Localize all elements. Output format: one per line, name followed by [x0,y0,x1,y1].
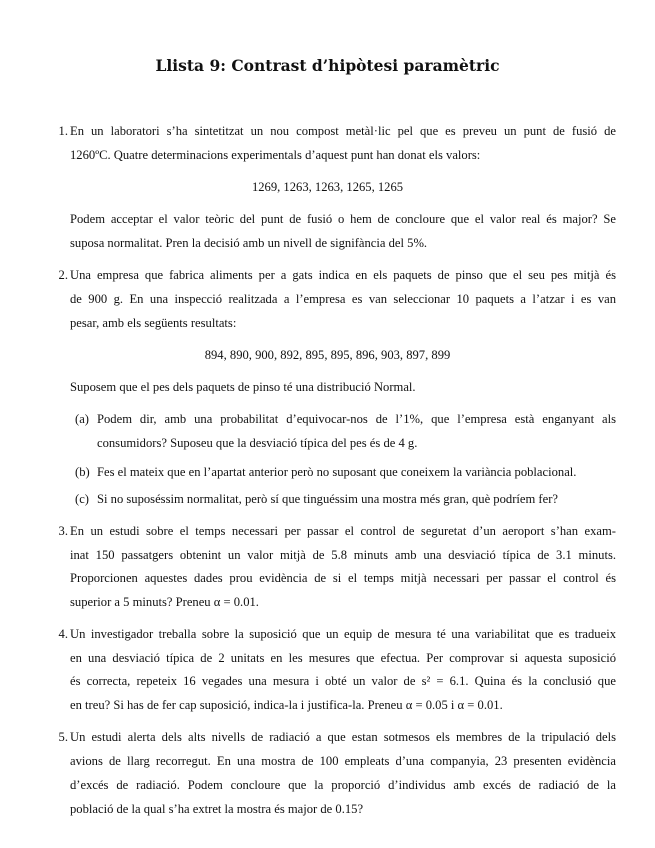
problem-2-after-line-1: Suposem que el pes dels paquets de pinso té una distribució Normal. [70,380,416,394]
problem-1-line-1: En un laboratori s’ha sintetitzat un nou compost metàl·lic pel que es preveu un punt de fusió de [70,124,616,138]
problem-2-line-1: Una empresa que fabrica aliments per a gats indica en els paquets de pinso que el seu pes mitjà és [70,268,616,282]
page-title: Llista 9: Contrast d’hipòtesi paramètric [155,56,500,75]
problem-1-line-2: 1260ºC. Quatre determinacions experimentals d’aquest punt han donat els valors: [70,148,481,162]
problem-3-line-1: En un estudi sobre el temps necessari per passar el control de seguretat d’un aeroport s’han exam- [70,524,616,538]
problem-2c-line-1: Si no suposéssim normalitat, però sí que tinguéssim una mostra més gran, què podríem fer? [97,492,558,506]
problem-2-number: 2. [58,268,68,282]
problem-5-line-2: avions de llarg recorregut. En una mostra de 100 empleats d’una companyia, 23 presenten evidència [70,754,616,768]
problem-5-line-4: població de la qual s’ha extret la mostra és major de 0.15? [70,802,364,816]
problem-4-number: 4. [58,627,68,641]
problem-2a-label: (a) [75,412,89,426]
problem-4-line-1: Un investigador treballa sobre la suposició que un equip de mesura té una variabilitat que es tradueix [70,627,616,641]
problem-5-line-3: d’excés de radiació. Podem concloure que la proporció d’individus amb excés de radiació de la [70,778,616,792]
problem-5-number: 5. [58,730,68,744]
problem-3-line-4: superior a 5 minuts? Preneu α = 0.01. [70,595,259,609]
problem-3-line-2: inat 150 passatgers obtenint un valor mitjà de 5.8 minuts amb una desviació típica de 3.1 minuts. [70,548,616,562]
problem-2-line-3: pesar, amb els següents resultats: [70,316,237,330]
problem-3-line-3: Proporcionen aquestes dades prou evidència de si el temps mitjà necessari per passar el control és [70,571,616,585]
problem-2a-line-2: consumidors? Suposeu que la desviació típica del pes és de 4 g. [97,436,418,450]
problem-4-line-3: és correcta, repeteix 16 vegades una mesura i obté un valor de s² = 6.1. Quina és la conclusió que [70,674,616,688]
problem-1-data: 1269, 1263, 1263, 1265, 1265 [251,180,404,194]
problem-4-line-4: en treu? Si has de fer cap suposició, indica-la i justifica-la. Preneu α = 0.05 i α = 0.01. [70,698,503,712]
problem-1-number: 1. [58,124,68,138]
problem-2-data: 894, 890, 900, 892, 895, 895, 896, 903, 897, 899 [204,348,451,362]
problem-1-after-line-2: suposa normalitat. Pren la decisió amb un nivell de signifància del 5%. [70,236,428,250]
problem-2-line-2: de 900 g. En una inspecció realitzada a l’empresa es van seleccionar 10 paquets a l’atzar i es van [70,292,616,306]
problem-2b-label: (b) [75,465,90,479]
problem-2c-label: (c) [75,492,89,506]
problem-4-line-2: en una desviació típica de 2 unitats en les mesures que efectua. Per comprovar si aquesta suposició [70,651,616,665]
problem-3-number: 3. [58,524,68,538]
problem-2b-line-1: Fes el mateix que en l’apartat anterior però no suposant que coneixem la variància poblacional. [97,465,577,479]
problem-5-line-1: Un estudi alerta dels alts nivells de radiació a que estan sotmesos els membres de la tripulació dels [70,730,616,744]
problem-1-after-line-1: Podem acceptar el valor teòric del punt de fusió o hem de concloure que el valor real és major? Se [70,212,616,226]
problem-2a-line-1: Podem dir, amb una probabilitat d’equivocar-nos de l’1%, que l’empresa està enganyant als [97,412,616,426]
